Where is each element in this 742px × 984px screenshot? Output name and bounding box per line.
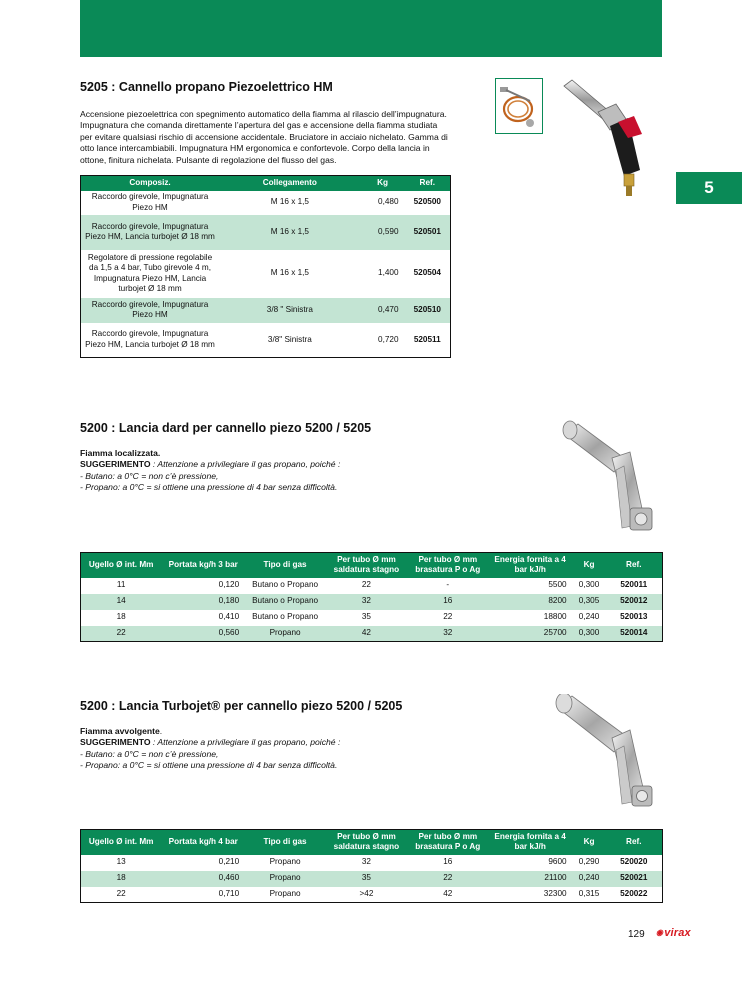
cell-ugello: 14 (81, 594, 162, 610)
table-row (81, 298, 451, 323)
cell-energia: 32300 (543, 889, 567, 898)
cell-collegamento: 3/8" Sinistra (267, 334, 312, 344)
page-number: 129 (628, 929, 645, 940)
table-row (81, 610, 663, 626)
section-description-dard (80, 448, 440, 494)
table-row (81, 250, 451, 298)
column-header: Energia fornita a 4 bar kJ/h (488, 553, 573, 578)
header-band (80, 0, 662, 57)
cell-ref: 520500 (413, 197, 441, 207)
cell-brasatura: - (446, 580, 450, 590)
column-header: Per tubo Ø mm saldatura stagno (325, 553, 408, 578)
brand-name: virax (664, 927, 691, 939)
cell-ref: 520011 (620, 580, 648, 590)
turbojet-lance-image (552, 694, 662, 816)
column-header: Per tubo Ø mm brasatura P o Ag (408, 830, 488, 855)
cell-ugello: 13 (116, 857, 126, 867)
cell-ref: 520511 (413, 334, 441, 344)
chapter-tab: 5 (676, 172, 742, 204)
table-row (81, 887, 663, 903)
column-header: Per tubo Ø mm saldatura stagno (325, 830, 408, 855)
description-line: ottone, finitura nichelata. Pulsante di regolazione del flusso del gas. (80, 154, 337, 165)
cell-portata: 0,120 (218, 580, 240, 590)
cell-energia: 18800 (543, 612, 567, 622)
column-header: Portata kg/h 3 bar (161, 553, 245, 578)
flame-type: Fiamma avvolgente (80, 726, 160, 736)
cell-kg: 0,470 (361, 298, 405, 323)
cell-ugello: 11 (116, 580, 126, 590)
cell-brasatura: 22 (408, 871, 488, 887)
tip-line: - Butano: a 0°C = non c’è pressione, (80, 748, 219, 759)
description-line: Impugnatura che comanda direttamente l’apertura del gas e accensione della fiamma studiata (80, 120, 438, 131)
cell-portata: 0,410 (218, 612, 240, 622)
hose-kit-icon (496, 79, 541, 132)
cell-kg: 0,590 (361, 215, 405, 250)
cell-ref: 520020 (620, 857, 648, 867)
cell-ref: 520022 (620, 889, 648, 898)
column-header: Tipo di gas (245, 553, 325, 578)
cell-portata: 0,710 (218, 889, 240, 898)
table-dard (80, 552, 663, 642)
cell-saldatura: 35 (325, 871, 408, 887)
cell-collegamento: 3/8 " Sinistra (219, 298, 361, 323)
cell-saldatura: 35 (361, 612, 371, 622)
cell-composiz: Regolatore di pressione regolabile da 1,5 a 4 bar, Tubo girevole 4 m, Impugnatura Piezo HM, Lancia turbojet Ø 18 mm (87, 252, 213, 293)
cell-ugello: 22 (116, 889, 126, 898)
cell-brasatura: 16 (408, 594, 488, 610)
cell-energia: 25700 (488, 626, 573, 642)
cell-kg: 0,300 (573, 626, 606, 642)
column-header: Energia fornita a 4 bar kJ/h (488, 830, 573, 855)
cell-tipo-gas: Propano (269, 889, 301, 898)
cell-ref: 520501 (405, 215, 451, 250)
section-title-5200-dard: 5200 : Lancia dard per cannello piezo 5200 / 5205 (80, 421, 372, 435)
cell-brasatura: 16 (443, 857, 453, 867)
table-turbojet (80, 829, 663, 903)
section-description-5205 (80, 109, 475, 166)
flame-suffix: . (159, 726, 163, 736)
cell-ref: 520012 (606, 594, 663, 610)
cell-kg: 0,480 (378, 197, 399, 207)
cell-energia: 9600 (548, 857, 567, 867)
cell-tipo-gas: Butano o Propano (252, 580, 319, 590)
cell-saldatura: 32 (361, 857, 371, 867)
column-header: Per tubo Ø mm brasatura P o Ag (408, 553, 488, 578)
cell-composiz: Raccordo girevole, Impugnatura Piezo HM (81, 298, 220, 323)
cell-kg: 0,315 (578, 889, 600, 898)
table-row (81, 594, 663, 610)
cell-ref: 520021 (606, 871, 663, 887)
dard-lance-image (556, 418, 664, 540)
brand-mark-icon: ◉ (656, 928, 664, 937)
tip-line: - Propano: a 0°C = si ottiene una pressione di 4 bar senza difficoltà. (80, 482, 338, 493)
column-header: Kg (573, 553, 606, 578)
table-row (81, 871, 663, 887)
table-row (81, 626, 663, 642)
table-row (81, 215, 451, 250)
cell-ref: 520013 (620, 612, 648, 622)
cell-kg: 0,290 (578, 857, 600, 867)
cell-portata: 0,180 (161, 594, 245, 610)
description-line: per evitare qualsiasi rischio di accensione accidentale. Bruciatore in acciaio nichelato. Gamma di (80, 131, 448, 142)
table-row (81, 191, 451, 215)
cell-tipo-gas: Propano (245, 871, 325, 887)
cell-tipo-gas: Propano (269, 857, 301, 867)
column-header: Portata kg/h 4 bar (161, 830, 245, 855)
table-5205 (80, 175, 451, 358)
cell-saldatura: 22 (361, 580, 371, 590)
cell-ugello: 18 (81, 871, 162, 887)
section-title-5205: 5205 : Cannello propano Piezoelettrico HM (80, 80, 333, 94)
section-title-5200-turbojet: 5200 : Lancia Turbojet® per cannello piezo 5200 / 5205 (80, 699, 403, 713)
cell-energia: 8200 (488, 594, 573, 610)
cell-brasatura: 22 (443, 612, 453, 622)
cell-ref: 520504 (413, 268, 441, 278)
column-header: Ref. (606, 553, 663, 578)
column-header: Kg (573, 830, 606, 855)
tip-label: SUGGERIMENTO (80, 459, 151, 470)
cell-tipo-gas: Propano (245, 626, 325, 642)
description-line: otto lance intercambiabili. Impugnatura HM ergonomica e confortevole. Corpo della lancia in (80, 143, 430, 154)
cell-kg: 0,240 (578, 612, 600, 622)
column-header: Ref. (606, 830, 663, 855)
description-line: Accensione piezoelettrica con spegnimento automatico della fiamma al rilascio dell’impugnatura. (80, 109, 447, 119)
cell-portata: 0,460 (161, 871, 245, 887)
cell-saldatura: >42 (359, 889, 374, 898)
brand-logo (656, 927, 691, 939)
cell-composiz: Raccordo girevole, Impugnatura Piezo HM (91, 192, 209, 212)
table-row (81, 323, 451, 358)
column-header: Kg (361, 176, 405, 191)
tip-label: SUGGERIMENTO (80, 737, 151, 748)
flame-type: Fiamma localizzata. (80, 448, 161, 458)
cell-ref: 520510 (405, 298, 451, 323)
cell-kg: 0,300 (578, 580, 600, 590)
cell-ugello: 18 (116, 612, 126, 622)
cell-saldatura: 42 (325, 626, 408, 642)
cell-brasatura: 42 (443, 889, 453, 898)
column-header: Ref. (405, 176, 451, 191)
cell-ugello: 22 (81, 626, 162, 642)
section-description-turbojet (80, 726, 440, 772)
kit-thumbnail (495, 78, 543, 134)
cell-collegamento: M 16 x 1,5 (219, 215, 361, 250)
cell-tipo-gas: Butano o Propano (245, 594, 325, 610)
tip-line: - Butano: a 0°C = non c’è pressione, (80, 470, 219, 481)
cell-kg: 0,720 (378, 334, 399, 344)
column-header: Tipo di gas (245, 830, 325, 855)
cell-portata: 0,210 (218, 857, 240, 867)
cell-kg: 1,400 (378, 268, 399, 278)
cell-tipo-gas: Butano o Propano (252, 612, 319, 622)
cell-energia: 5500 (548, 580, 567, 590)
table-row (81, 578, 663, 594)
column-header: Ugello Ø int. Mm (81, 553, 162, 578)
cell-composiz: Raccordo girevole, Impugnatura Piezo HM, Lancia turbojet Ø 18 mm (85, 329, 215, 349)
cell-ref: 520014 (606, 626, 663, 642)
cell-composiz: Raccordo girevole, Impugnatura Piezo HM, Lancia turbojet Ø 18 mm (81, 215, 220, 250)
column-header: Collegamento (219, 176, 361, 191)
tip-text: : Attenzione a privilegiare il gas propano, poiché : (150, 737, 341, 748)
cell-brasatura: 32 (408, 626, 488, 642)
table-row (81, 855, 663, 871)
column-header: Composiz. (81, 176, 220, 191)
cell-kg: 0,305 (573, 594, 606, 610)
column-header: Ugello Ø int. Mm (81, 830, 162, 855)
piezo-torch-image (558, 78, 664, 200)
cell-collegamento: M 16 x 1,5 (270, 197, 309, 207)
cell-saldatura: 32 (325, 594, 408, 610)
cell-portata: 0,560 (161, 626, 245, 642)
tip-line: - Propano: a 0°C = si ottiene una pressione di 4 bar senza difficoltà. (80, 760, 338, 771)
cell-collegamento: M 16 x 1,5 (270, 268, 309, 278)
tip-text: : Attenzione a privilegiare il gas propano, poiché : (150, 459, 341, 470)
cell-energia: 21100 (488, 871, 573, 887)
cell-kg: 0,240 (573, 871, 606, 887)
